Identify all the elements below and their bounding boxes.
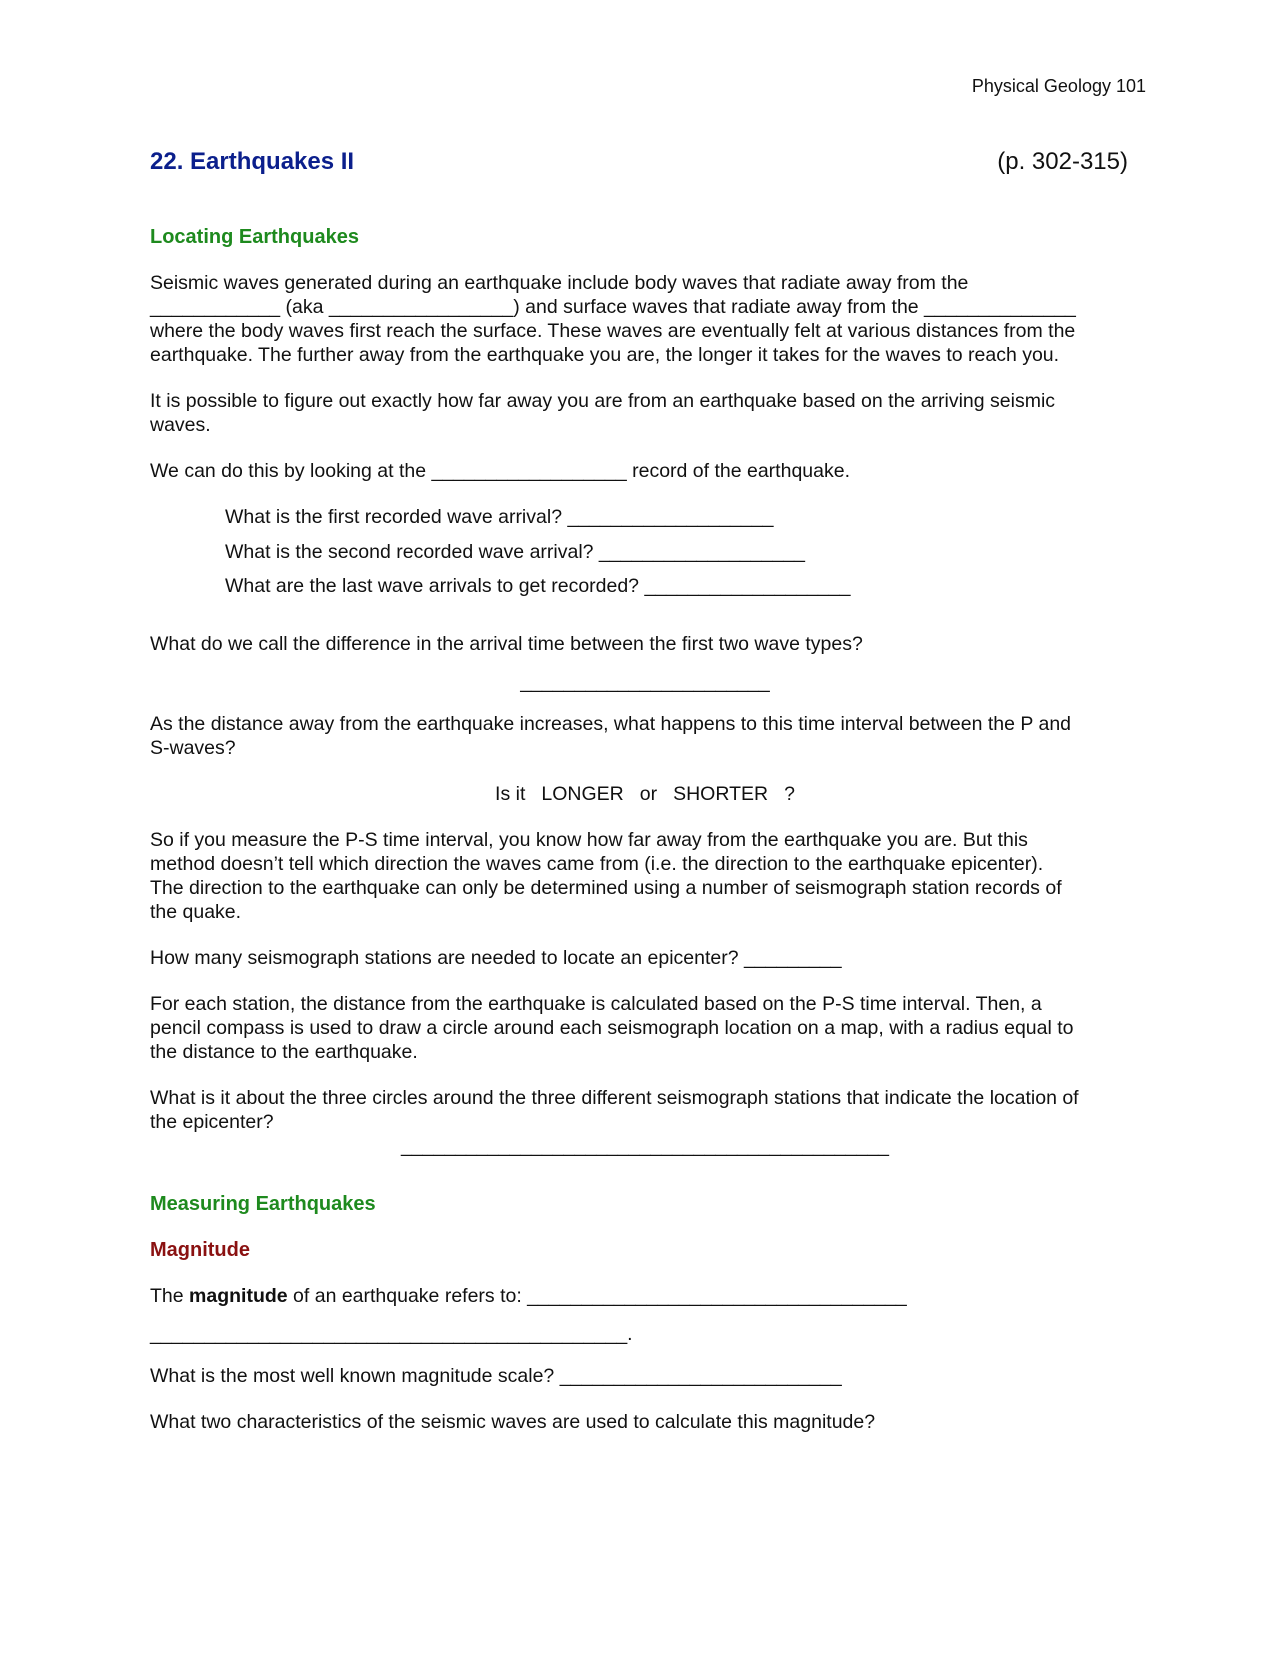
question-wave-characteristics: What two characteristics of the seismic waves are used to calculate this magnitude? bbox=[150, 1411, 876, 1433]
text-line: the distance to the earthquake. bbox=[150, 1041, 418, 1063]
choice-longer-shorter bbox=[150, 782, 1140, 806]
choice-shorter: SHORTER bbox=[673, 783, 769, 805]
paragraph-record: We can do this by looking at the __________________ record of the earthquake. bbox=[150, 460, 850, 482]
question-first-arrival: What is the first recorded wave arrival? ___________________ bbox=[225, 506, 774, 528]
text-line: S-waves? bbox=[150, 737, 236, 759]
question-magnitude-scale: What is the most well known magnitude scale? __________________________ bbox=[150, 1365, 842, 1387]
paragraph-compass bbox=[150, 992, 1140, 1064]
title-row bbox=[150, 150, 1128, 174]
text-line: earthquake. The further away from the earthquake you are, the longer it takes for the waves to reach you. bbox=[150, 344, 1060, 366]
text-fragment: The bbox=[150, 1285, 190, 1307]
section-heading-magnitude: Magnitude bbox=[150, 1239, 250, 1261]
bold-term-magnitude: magnitude bbox=[189, 1285, 288, 1307]
page-title: 22. Earthquakes II bbox=[150, 148, 355, 175]
text-line: ____________ (aka _________________) and surface waves that radiate away from the ______________ bbox=[150, 296, 1076, 318]
choice-question-mark: ? bbox=[784, 783, 795, 805]
answer-blank-difference: _______________________ bbox=[520, 671, 770, 693]
choice-longer: LONGER bbox=[541, 783, 624, 805]
text-line: method doesn’t tell which direction the waves came from (i.e. the direction to the earthquake epicenter). bbox=[150, 853, 1044, 875]
text-line: What is it about the three circles around the three different seismograph stations that indicate the location of bbox=[150, 1087, 1079, 1109]
paragraph-ps-interval bbox=[150, 828, 1140, 924]
text-line: the quake. bbox=[150, 901, 242, 923]
question-station-count: How many seismograph stations are needed to locate an epicenter? _________ bbox=[150, 947, 842, 969]
text-line: The direction to the earthquake can only be determined using a number of seismograph station records of bbox=[150, 877, 1062, 899]
course-name: Physical Geology 101 bbox=[971, 76, 1146, 96]
answer-blank-circles: _____________________________________________ bbox=[400, 1135, 890, 1157]
text-line: where the body waves first reach the surface. These waves are eventually felt at various distances from the bbox=[150, 320, 1076, 342]
page-range: (p. 302-315) bbox=[997, 148, 1128, 175]
question-arrival-difference: What do we call the difference in the arrival time between the first two wave types? bbox=[150, 633, 863, 655]
worksheet-body bbox=[150, 225, 1140, 1434]
text-line: So if you measure the P-S time interval, you know how far away from the earthquake you are. But this bbox=[150, 829, 1028, 851]
text-line: Seismic waves generated during an earthquake include body waves that radiate away from the bbox=[150, 272, 969, 294]
paragraph-body-waves bbox=[150, 271, 1140, 367]
text-line: It is possible to figure out exactly how far away you are from an earthquake based on the arriving seismic bbox=[150, 390, 1056, 412]
text-line: waves. bbox=[150, 414, 211, 436]
text-line: pencil compass is used to draw a circle around each seismograph location on a map, with a radius equal to bbox=[150, 1017, 1074, 1039]
question-last-arrivals: What are the last wave arrivals to get recorded? ___________________ bbox=[225, 575, 851, 597]
text-line: For each station, the distance from the earthquake is calculated based on the P-S time interval. Then, a bbox=[150, 993, 1042, 1015]
section-heading-measuring: Measuring Earthquakes bbox=[150, 1193, 376, 1215]
question-three-circles bbox=[150, 1086, 1140, 1134]
question-magnitude-definition bbox=[150, 1284, 1140, 1308]
choice-prefix: Is it bbox=[495, 783, 526, 805]
answer-blank-magnitude: ____________________________________________. bbox=[150, 1323, 633, 1345]
question-second-arrival: What is the second recorded wave arrival? ___________________ bbox=[225, 541, 805, 563]
question-time-interval bbox=[150, 712, 1140, 760]
text-fragment: of an earthquake refers to: ___________________________________ bbox=[287, 1285, 907, 1307]
text-line: the epicenter? bbox=[150, 1111, 274, 1133]
paragraph-distance bbox=[150, 389, 1140, 437]
text-line: As the distance away from the earthquake increases, what happens to this time interval between the P and bbox=[150, 713, 1072, 735]
section-heading-locating: Locating Earthquakes bbox=[150, 226, 359, 248]
choice-or: or bbox=[639, 783, 658, 805]
